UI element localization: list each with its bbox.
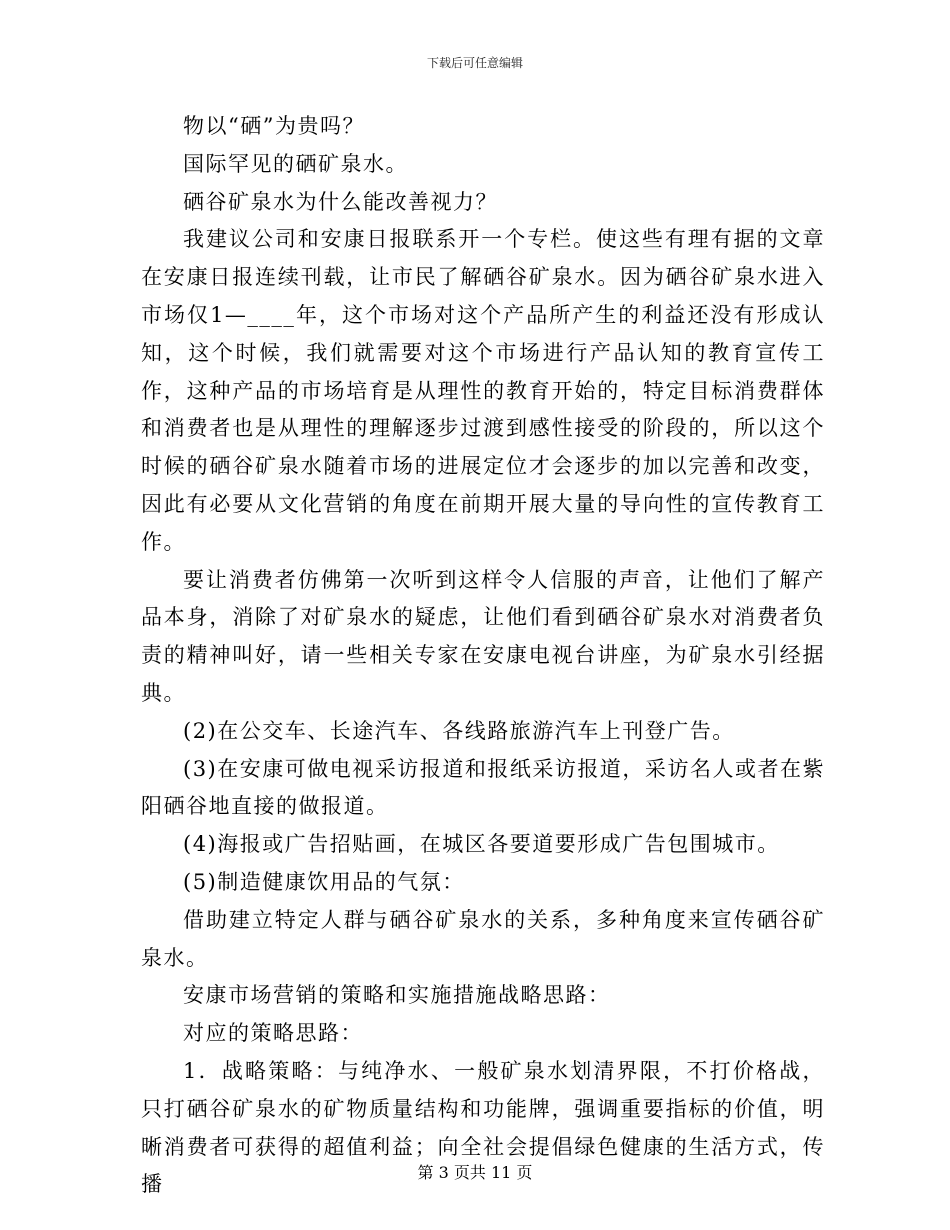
page-header: 下载后可任意编辑 bbox=[426, 56, 523, 70]
paragraph: 国际罕见的硒矿泉水。 bbox=[183, 151, 408, 176]
paragraph: 要让消费者仿佛第一次听到这样令人信服的声音，让他们了解产品本身，消除了对矿泉水的疑虑，让他们看到硒谷矿泉水对消费者负责的精神叫好，请一些相关专家在安康电视台讲座，为矿泉水引经据典。 bbox=[141, 567, 825, 705]
list-item: (2)在公交车、长途汽车、各线路旅游汽车上刊登广告。 bbox=[183, 718, 735, 743]
list-item: (3)在安康可做电视采访报道和报纸采访报道，采访名人或者在紫阳硒谷地直接的做报道。 bbox=[141, 756, 825, 819]
section-heading: 对应的策略思路： bbox=[183, 1021, 363, 1046]
document-body bbox=[141, 108, 825, 1204]
page-number: 第 3 页共 11 页 bbox=[417, 1163, 533, 1182]
paragraph: 我建议公司和安康日报联系开一个专栏。使这些有理有据的文章在安康日报连续刊载，让市民了解硒谷矿泉水。因为硒谷矿泉水进入市场仅1—____年，这个市场对这个产品所产生的利益还没有形成认知，这个时候，我们就需要对这个市场进行产品认知的教育宣传工作，这种产品的市场培育是从理性的教育开始的，特定目标消费群体和消费者也是从理性的理解逐步过渡到感性接受的阶段的，所以这个时候的硒谷矿泉水随着市场的进展定位才会逐步的加以完善和改变，因此有必要从文化营销的角度在前期开展大量的导向性的宣传教育工作。 bbox=[141, 227, 825, 554]
section-heading: 安康市场营销的策略和实施措施战略思路： bbox=[183, 983, 611, 1008]
paragraph: 1．战略策略：与纯净水、一般矿泉水划清界限，不打价格战，只打硒谷矿泉水的矿物质量结构和功能牌，强调重要指标的价值，明晰消费者可获得的超值利益；向全社会提倡绿色健康的生活方式，传播 bbox=[141, 1058, 825, 1197]
list-item: (4)海报或广告招贴画，在城区各要道要形成广告包围城市。 bbox=[183, 832, 780, 857]
paragraph: 硒谷矿泉水为什么能改善视力？ bbox=[183, 189, 498, 214]
paragraph: 借助建立特定人群与硒谷矿泉水的关系，多种角度来宣传硒谷矿泉水。 bbox=[141, 907, 825, 970]
list-item: (5)制造健康饮用品的气氛： bbox=[183, 869, 465, 894]
paragraph: 物以“硒”为贵吗？ bbox=[183, 114, 365, 138]
